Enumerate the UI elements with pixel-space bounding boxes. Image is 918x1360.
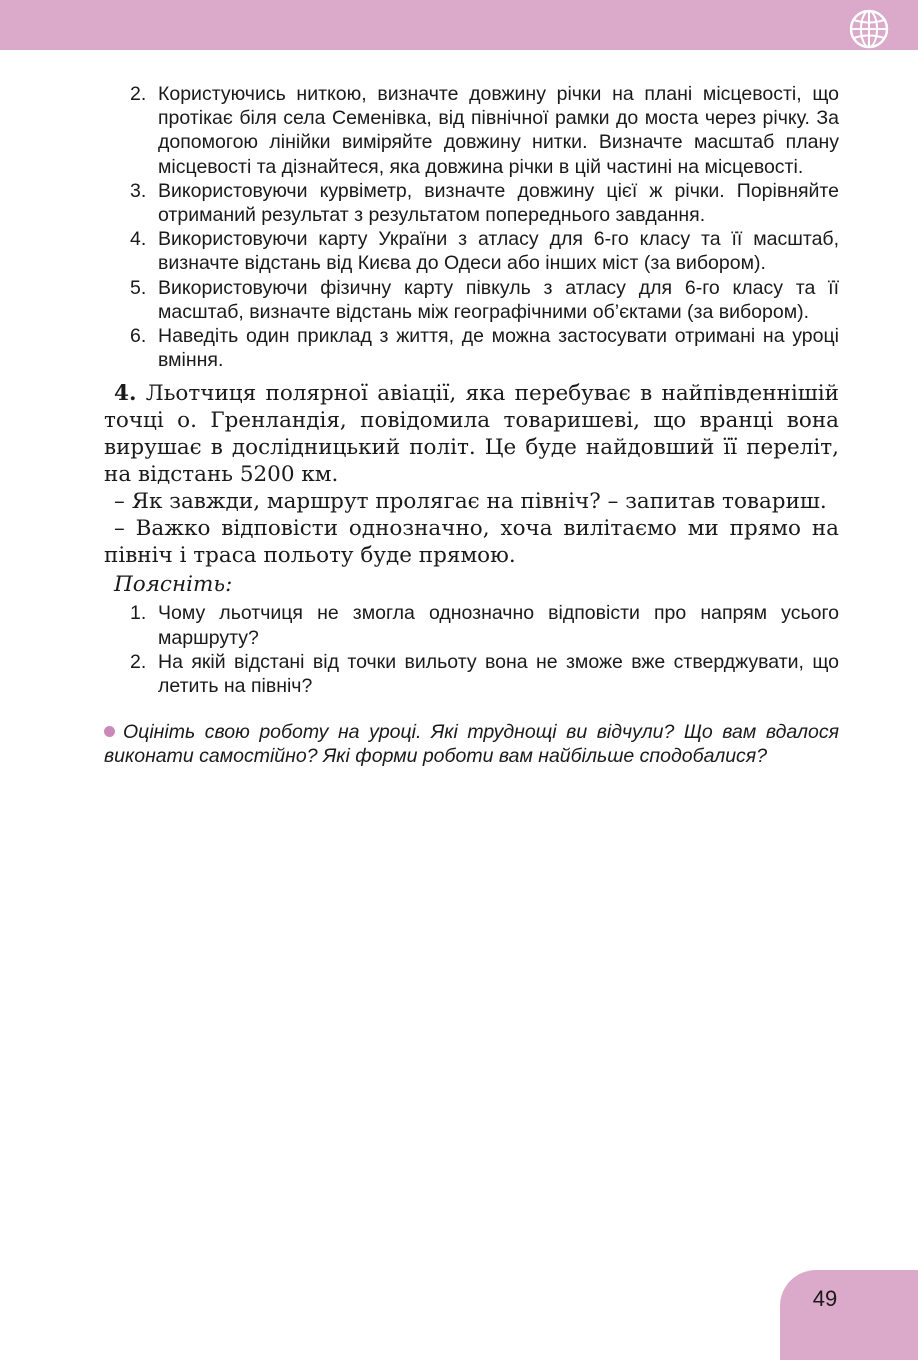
list-item-text: Використовуючи карту України з атласу для 6-го класу та її масштаб, визначте відстань від Києва до Одеси або інших міст (за вибором). [158, 228, 839, 275]
page-content [104, 82, 839, 769]
list-item: 3. Використовуючи курвіметр, визначте довжину цієї ж річки. Порівняйте отриманий результат з результатом попереднього завдання. [130, 179, 839, 227]
header-bar [0, 0, 918, 50]
list-item-text: Наведіть один приклад з життя, де можна застосувати отримані на уроці вміння. [158, 325, 839, 372]
list-item: 4. Використовуючи карту України з атласу для 6-го класу та її масштаб, визначте відстань від Києва до Одеси або інших міст (за вибором). [130, 228, 839, 275]
list-item-text: Чому льотчиця не змогла однозначно відповісти про напрям усього маршруту? [158, 602, 839, 649]
explain-heading: Поясніть: [114, 572, 233, 598]
list-item-text: Користуючись ниткою, визначте довжину річки на плані місцевості, що протікає біля села Семенівка, від північної рамки до моста через річку. За допомогою лінійки виміряйте довжину нитки. Визначте масштаб плану місцевості та дізнайтеся, яка довжина річки в цій частині на місцевості. [158, 83, 839, 178]
list-item: 5. Використовуючи фізичну карту півкуль з атласу для 6-го класу та її масштаб, визначте відстань між географічними об’єктами (за вибором). [130, 276, 839, 323]
list-item: 2. На якій відстані від точки вильоту вона не зможе вже стверджувати, що летить на північ? [130, 650, 839, 698]
list-item-text: Використовуючи фізичну карту півкуль з атласу для 6-го класу та її масштаб, визначте відстань між географічними об’єктами (за вибором). [158, 276, 839, 323]
reflection-note: Оцініть свою роботу на уроці. Які труднощі ви відчули? Що вам вдалося виконати самостійно? Які форми роботи вам найбільше сподобалися? [104, 721, 839, 768]
page-number: 49 [812, 1286, 838, 1311]
list-item: 6. Наведіть один приклад з життя, де можна застосувати отримані на уроці вміння. [130, 325, 839, 372]
dialogue-line: – Важко відповісти однозначно, хоча вилітаємо ми прямо на північ і траса польоту буде прямою. [104, 516, 839, 569]
dialogue-line: – Як завжди, маршрут пролягає на північ? – запитав товариш. [114, 489, 827, 515]
page-tab [780, 1270, 918, 1360]
list-item-text: Використовуючи курвіметр, визначте довжину цієї ж річки. Порівняйте отриманий результат з результатом попереднього завдання. [158, 179, 839, 227]
list-item-text: На якій відстані від точки вильоту вона не зможе вже стверджувати, що летить на північ? [158, 650, 839, 698]
problem-4 [104, 380, 839, 569]
task-list-a [104, 82, 839, 372]
task-list-b [104, 601, 839, 698]
problem-number: 4. [114, 381, 137, 407]
bullet-icon [104, 726, 115, 737]
list-item: 2. Користуючись ниткою, визначте довжину річки на плані місцевості, що протікає біля села Семенівка, від північної рамки до моста через річку. За допомогою лінійки виміряйте довжину нитки. Визначте масштаб плану місцевості та дізнайтеся, яка довжина річки в цій частині на місцевості. [130, 83, 839, 178]
problem-paragraph: 4. Льотчиця полярної авіації, яка перебуває в найпівденнішій точці о. Гренландія, повідомила товаришеві, що вранці вона вирушає в дослідницький політ. Це буде найдовший її переліт, на відстань 5200 км. [104, 381, 839, 488]
list-item: 1. Чому льотчиця не змогла однозначно відповісти про напрям усього маршруту? [130, 602, 839, 649]
globe-icon [848, 8, 890, 50]
